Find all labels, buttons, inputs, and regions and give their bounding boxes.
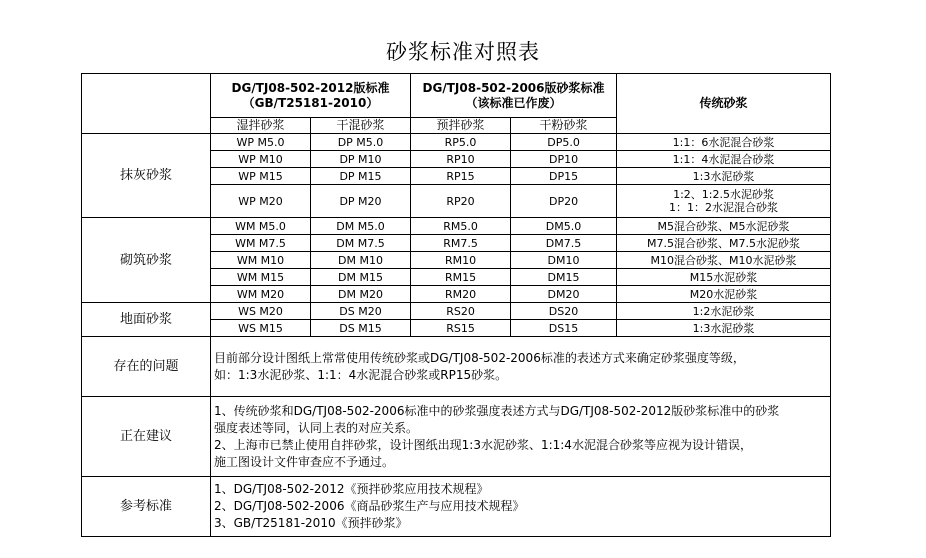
label-reference: 参考标准 (82, 477, 211, 537)
reference-text (211, 477, 831, 537)
table-cell: DM20 (511, 286, 617, 303)
table-cell: 1:1：4水泥混合砂浆 (617, 151, 831, 168)
table-cell: RM20 (411, 286, 511, 303)
reference-line: 1、DG/TJ08-502-2012《预拌砂浆应用技术规程》 (214, 482, 489, 496)
suggestion-line: 施工图设计文件审查应不予通过。 (214, 454, 395, 469)
table-cell: RS15 (411, 320, 511, 337)
table-cell: M7.5混合砂浆、M7.5水泥砂浆 (617, 235, 831, 252)
problem-line: 如：1:3水泥砂浆、1:1：4水泥混合砂浆或RP15砂浆。 (214, 367, 508, 382)
table-cell: M20水泥砂浆 (617, 286, 831, 303)
table-cell: WP M5.0 (211, 134, 311, 151)
table-cell: M15水泥砂浆 (617, 269, 831, 286)
table-cell: WP M20 (211, 185, 311, 218)
table-cell: DS20 (511, 303, 617, 320)
table-cell-line: 1:2、1:2.5水泥砂浆 (673, 188, 774, 201)
header-std-2006-note: （该标准已作废） (465, 95, 562, 110)
table-cell (617, 185, 831, 218)
table-cell: DM M7.5 (311, 235, 411, 252)
suggestion-text (211, 397, 831, 477)
subheader-ready-mix: 预拌砂浆 (411, 118, 511, 134)
label-problem: 存在的问题 (82, 337, 211, 397)
table-cell: DM M5.0 (311, 218, 411, 235)
table-cell: DM M15 (311, 269, 411, 286)
table-cell: 1:3水泥砂浆 (617, 320, 831, 337)
table-cell: RM15 (411, 269, 511, 286)
table-cell: WP M15 (211, 168, 311, 185)
suggestion-line: 2、上海市已禁止使用自拌砂浆，设计图纸出现1:3水泥砂浆、1:1:4水泥混合砂浆等应视为设计错误， (214, 437, 752, 452)
mortar-standards-table (81, 73, 831, 537)
header-std-2012-gb: （GB/T25181-2010） (242, 95, 379, 110)
group-label-masonry: 砌筑砂浆 (82, 218, 211, 303)
table-cell: DM7.5 (511, 235, 617, 252)
table-cell: DP M15 (311, 168, 411, 185)
table-cell: WS M15 (211, 320, 311, 337)
header-std-2006 (411, 74, 617, 118)
table-cell: DP15 (511, 168, 617, 185)
problem-line: 目前部分设计图纸上常常使用传统砂浆或DG/TJ08-502-2006标准的表述方式来确定砂浆强度等级， (214, 350, 745, 365)
table-cell: 1:2水泥砂浆 (617, 303, 831, 320)
table-cell: RM10 (411, 252, 511, 269)
reference-line: 2、DG/TJ08-502-2006《商品砂浆生产与应用技术规程》 (214, 499, 525, 513)
table-cell: DS M15 (311, 320, 411, 337)
table-cell: WS M20 (211, 303, 311, 320)
table-cell: DM M10 (311, 252, 411, 269)
table-cell: M10混合砂浆、M10水泥砂浆 (617, 252, 831, 269)
label-suggestion: 正在建议 (82, 397, 211, 477)
subheader-wet-mix: 湿拌砂浆 (211, 118, 311, 134)
suggestion-line: 1、传统砂浆和DG/TJ08-502-2006标准中的砂浆强度表述方式与DG/TJ08-502-2012版砂浆标准中的砂浆 (214, 403, 780, 418)
table-cell: RM7.5 (411, 235, 511, 252)
header-std-2012 (211, 74, 411, 118)
header-std-2006-name: DG/TJ08-502-2006版砂浆标准 (422, 80, 605, 95)
table-cell: WM M10 (211, 252, 311, 269)
suggestion-line: 强度表述等同，认同上表的对应关系。 (214, 420, 419, 435)
reference-line: 3、GB/T25181-2010《预拌砂浆》 (214, 516, 408, 530)
group-label-floor: 地面砂浆 (82, 303, 211, 337)
problem-text (211, 337, 831, 397)
table-cell: RM5.0 (411, 218, 511, 235)
table-cell: DM10 (511, 252, 617, 269)
table-cell: WP M10 (211, 151, 311, 168)
table-cell: WM M5.0 (211, 218, 311, 235)
table-cell: DS M20 (311, 303, 411, 320)
table-cell: 1:3水泥砂浆 (617, 168, 831, 185)
table-cell-line: 1：1：2水泥混合砂浆 (669, 201, 779, 214)
table-cell: WM M15 (211, 269, 311, 286)
subheader-dry-mix: 干混砂浆 (311, 118, 411, 134)
table-cell: 1:1：6水泥混合砂浆 (617, 134, 831, 151)
table-cell: WM M20 (211, 286, 311, 303)
table-cell: RS20 (411, 303, 511, 320)
table-cell: DP M10 (311, 151, 411, 168)
table-cell: DP M20 (311, 185, 411, 218)
table-cell: RP15 (411, 168, 511, 185)
page-title: 砂浆标准对照表 (386, 40, 540, 64)
group-label-plaster: 抹灰砂浆 (82, 134, 211, 218)
table-cell: WM M7.5 (211, 235, 311, 252)
header-traditional: 传统砂浆 (617, 74, 831, 134)
table-cell: DP M5.0 (311, 134, 411, 151)
table-cell: DS15 (511, 320, 617, 337)
table-cell: DP5.0 (511, 134, 617, 151)
table-cell: DP20 (511, 185, 617, 218)
table-cell: DM15 (511, 269, 617, 286)
header-corner-cell (82, 74, 211, 134)
subheader-dry-powder: 干粉砂浆 (511, 118, 617, 134)
header-std-2012-name: DG/TJ08-502-2012版标准 (231, 80, 390, 95)
table-cell: DM M20 (311, 286, 411, 303)
table-cell: RP20 (411, 185, 511, 218)
table-cell: M5混合砂浆、M5水泥砂浆 (617, 218, 831, 235)
table-cell: DP10 (511, 151, 617, 168)
table-cell: RP10 (411, 151, 511, 168)
table-cell: DM5.0 (511, 218, 617, 235)
table-cell: RP5.0 (411, 134, 511, 151)
